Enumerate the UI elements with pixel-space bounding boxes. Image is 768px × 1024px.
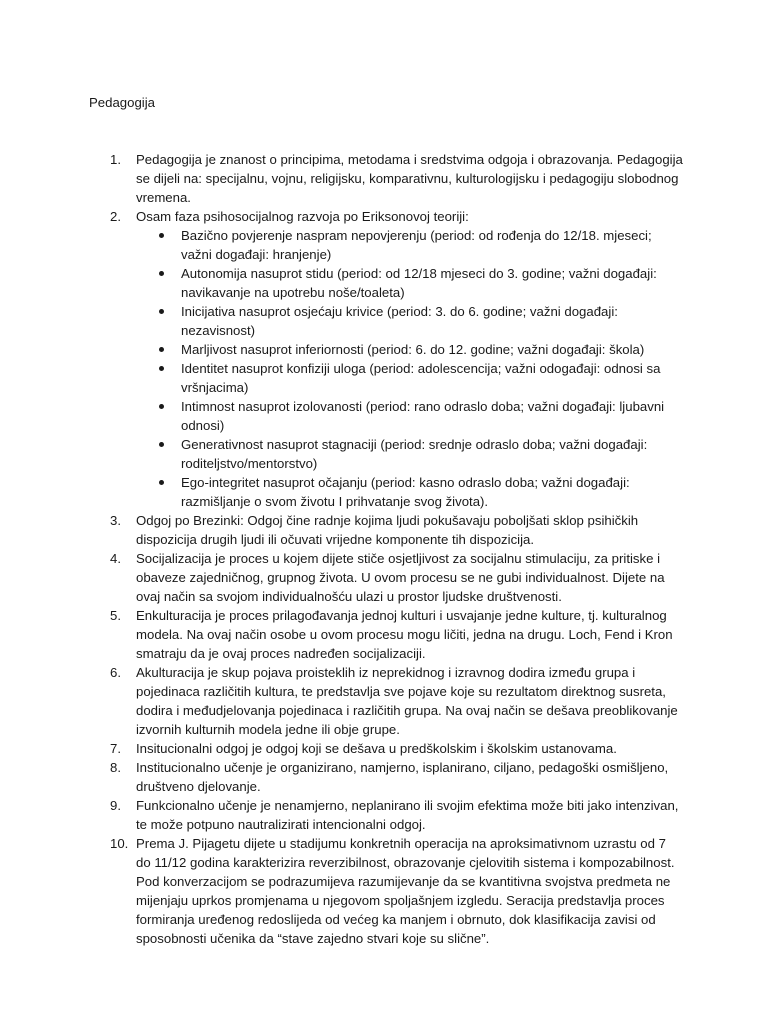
list-number: 5. bbox=[110, 608, 121, 623]
list-item-text: Institucionalno učenje je organizirano, namjerno, isplanirano, ciljano, pedagoški osmišljeno, društveno djelovanje. bbox=[136, 760, 669, 794]
bullet-text: Bazično povjerenje naspram nepovjerenju (period: od rođenja do 12/18. mjeseci; važni događaji: hranjenje) bbox=[181, 228, 652, 262]
bullet-text: Autonomija nasuprot stidu (period: od 12/18 mjeseci do 3. godine; važni događaji: navikavanje na upotrebu noše/toaleta) bbox=[181, 266, 657, 300]
bullet-text: Ego-integritet nasuprot očajanju (period: kasno odraslo doba; važni događaji: razmišljanje o svom životu I prihvatanje svog života). bbox=[181, 475, 630, 509]
list-item-7 bbox=[110, 739, 684, 758]
list-item-3 bbox=[110, 511, 684, 549]
bullet-icon bbox=[159, 442, 164, 447]
list-item-text: Insitucionalni odgoj je odgoj koji se dešava u predškolskim i školskim ustanovama. bbox=[136, 741, 617, 756]
list-item-6 bbox=[110, 663, 684, 739]
list-item-4 bbox=[110, 549, 684, 606]
bullet-item bbox=[181, 473, 684, 511]
bullet-item bbox=[181, 397, 684, 435]
list-item-text: Odgoj po Brezinki: Odgoj čine radnje kojima ljudi pokušavaju poboljšati sklop psihičkih dispozicija drugih ljudi ili očuvati vrijedne komponente tih dispozicija. bbox=[136, 513, 639, 547]
main-list bbox=[110, 150, 684, 948]
list-number: 8. bbox=[110, 760, 121, 775]
bullet-icon bbox=[159, 271, 164, 276]
list-item-text: Funkcionalno učenje je nenamjerno, neplanirano ili svojim efektima može biti jako intenzivan, te može potpuno nautralizirati intencionalni odgoj. bbox=[136, 798, 679, 832]
list-item-8 bbox=[110, 758, 684, 796]
bullet-icon bbox=[159, 233, 164, 238]
bullet-item bbox=[181, 226, 684, 264]
bullet-icon bbox=[159, 404, 164, 409]
bullet-item bbox=[181, 435, 684, 473]
list-number: 7. bbox=[110, 741, 121, 756]
erikson-stages-list bbox=[181, 226, 684, 511]
list-item-text: Socijalizacija je proces u kojem dijete stiče osjetljivost za socijalnu stimulaciju, za pritiske i obaveze zajedničnog, grupnog života. U ovom procesu se ne gubi individualnost. Dijete na ovaj način sa svojom individualnošću ulazi u prostor ljudske društvenosti. bbox=[136, 551, 665, 604]
list-number: 4. bbox=[110, 551, 121, 566]
list-item-text: Akulturacija je skup pojava proisteklih iz neprekidnog i izravnog dodira između grupa i pojedinaca različitih kultura, te predstavlja sve pojave koje su rezultatom direktnog susreta, dodira i međudjelovanja pojedinaca i različitih grupa. Na ovaj način se dešava preoblikovanje izvornih kulturnih modela jedne ili obje grupe. bbox=[136, 665, 678, 737]
bullet-item bbox=[181, 359, 684, 397]
list-item-text: Enkulturacija je proces prilagođavanja jednoj kulturi i usvajanje jedne kulture, tj. kulturalnog modela. Na ovaj način osobe u ovom procesu mogu ličiti, jedna na drugu. Loch, Fend i Kron smatraju da je ovaj proces nadređen socijalizaciji. bbox=[136, 608, 673, 661]
bullet-icon bbox=[159, 347, 164, 352]
bullet-text: Generativnost nasuprot stagnaciji (period: srednje odraslo doba; važni događaji: roditeljstvo/mentorstvo) bbox=[181, 437, 648, 471]
list-number: 6. bbox=[110, 665, 121, 680]
list-item-9 bbox=[110, 796, 684, 834]
bullet-icon bbox=[159, 309, 164, 314]
list-item-10 bbox=[110, 834, 684, 948]
document-title: Pedagogija bbox=[89, 95, 155, 110]
list-item-text: Prema J. Pijagetu dijete u stadijumu konkretnih operacija na aproksimativnom uzrastu od 7 do 11/12 godina karakterizira reverzibilnost, obrazovanje cjelovitih sistema i kompozabilnost. Pod konverzacijom se podrazumijeva razumijevanje da se kvantitivna svojstva predmeta ne mijenjaju uprkos promjenama u njegovom spoljašnjem izgledu. Seracija predstavlja proces formiranja uređenog redoslijeda od većeg ka manjem i obrnuto, dok klasifikacija zavisi od sposobnosti učenika da “stave zajedno stvari koje su slične”. bbox=[136, 836, 675, 946]
list-number: 2. bbox=[110, 209, 121, 224]
list-item-text: Pedagogija je znanost o principima, metodama i sredstvima odgoja i obrazovanja. Pedagogija se dijeli na: specijalnu, vojnu, religijsku, komparativnu, kulturologijsku i pedagogiju slobodnog vremena. bbox=[136, 152, 683, 205]
list-item-2 bbox=[110, 207, 684, 511]
list-number: 3. bbox=[110, 513, 121, 528]
bullet-icon bbox=[159, 366, 164, 371]
list-number: 9. bbox=[110, 798, 121, 813]
bullet-text: Inicijativa nasuprot osjećaju krivice (period: 3. do 6. godine; važni događaji: nezavisnost) bbox=[181, 304, 618, 338]
bullet-text: Intimnost nasuprot izolovanosti (period: rano odraslo doba; važni događaji: ljubavni odnosi) bbox=[181, 399, 665, 433]
list-item-text: Osam faza psihosocijalnog razvoja po Eriksonovoj teoriji: bbox=[136, 209, 469, 224]
list-item-1 bbox=[110, 150, 684, 207]
bullet-item bbox=[181, 302, 684, 340]
list-number: 1. bbox=[110, 152, 121, 167]
bullet-icon bbox=[159, 480, 164, 485]
bullet-item bbox=[181, 340, 684, 359]
list-item-5 bbox=[110, 606, 684, 663]
bullet-item bbox=[181, 264, 684, 302]
bullet-text: Identitet nasuprot konfiziji uloga (period: adolescencija; važni odogađaji: odnosi sa vršnjacima) bbox=[181, 361, 661, 395]
list-number: 10. bbox=[110, 836, 129, 851]
bullet-text: Marljivost nasuprot inferiornosti (period: 6. do 12. godine; važni događaji: škola) bbox=[181, 342, 645, 357]
